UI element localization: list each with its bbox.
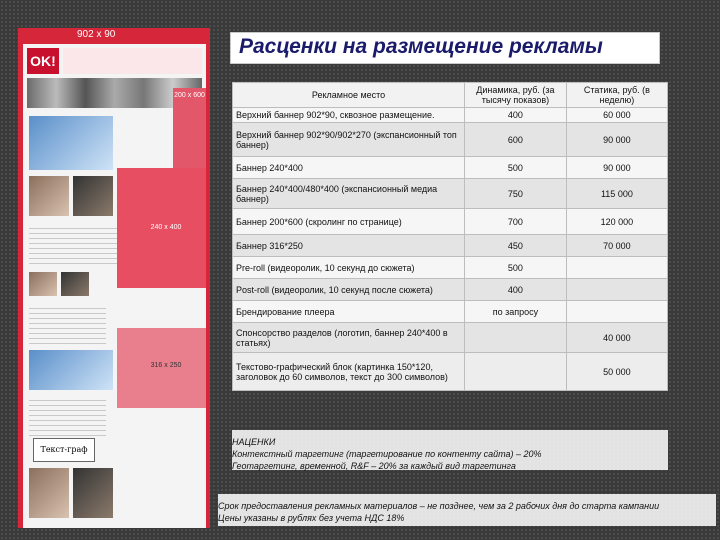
cell-place: Post-roll (видеоролик, 10 секунд после сюжета) xyxy=(233,279,465,301)
site-thumb-photo xyxy=(73,176,113,216)
ad-200-label: 200 x 600 xyxy=(174,92,205,99)
notes-line: Геотаргетинг, временной, R&F – 20% за каждый вид таргетинга xyxy=(232,461,516,471)
cell-static: 50 000 xyxy=(566,353,667,391)
site-text-lines xyxy=(29,396,106,436)
header-place: Рекламное место xyxy=(233,83,465,108)
site-feature-photo xyxy=(29,350,113,390)
site-thumb-photo xyxy=(29,176,69,216)
cell-place: Спонсорство разделов (логотип, баннер 240*400 в статьях) xyxy=(233,323,465,353)
cell-static xyxy=(566,257,667,279)
site-thumb-photo xyxy=(73,468,113,518)
site-thumb-photo xyxy=(29,272,57,296)
markup-notes xyxy=(232,436,672,472)
ad-240-label: 240 x 400 xyxy=(150,224,182,231)
cell-dynamic: 400 xyxy=(465,279,567,301)
table-row xyxy=(233,323,668,353)
cell-dynamic: 500 xyxy=(465,257,567,279)
site-thumb-photo xyxy=(61,272,89,296)
cell-static xyxy=(566,279,667,301)
cell-dynamic: 450 xyxy=(465,235,567,257)
site-top-banner xyxy=(23,28,206,44)
table-row xyxy=(233,279,668,301)
ad-316-label: 316 x 250 xyxy=(150,362,182,369)
cell-dynamic: по запросу xyxy=(465,301,567,323)
ad-slot-200x600 xyxy=(173,88,206,168)
table-row xyxy=(233,235,668,257)
table-row xyxy=(233,301,668,323)
table-row xyxy=(233,353,668,391)
header-static: Статика, руб. (в неделю) xyxy=(566,83,667,108)
table-row xyxy=(233,123,668,157)
cell-static: 40 000 xyxy=(566,323,667,353)
ad-slot-text-block: Текст-граф xyxy=(33,438,95,462)
cell-place: Баннер 240*400 xyxy=(233,157,465,179)
footer-line: Цены указаны в рублях без учета НДС 18% xyxy=(218,513,405,523)
footer-notes xyxy=(218,500,716,524)
header-dynamic: Динамика, руб. (за тысячу показов) xyxy=(465,83,567,108)
table-row xyxy=(233,257,668,279)
cell-static: 90 000 xyxy=(566,157,667,179)
cell-place: Pre-roll (видеоролик, 10 секунд до сюжета) xyxy=(233,257,465,279)
notes-heading: НАЦЕНКИ xyxy=(232,437,276,447)
cell-dynamic: 500 xyxy=(465,157,567,179)
top-banner-label: 902 x 90 xyxy=(77,29,116,40)
cell-static: 60 000 xyxy=(566,108,667,123)
cell-dynamic xyxy=(465,353,567,391)
table-header-row xyxy=(233,83,668,108)
table-row xyxy=(233,157,668,179)
footer-line: Срок предоставления рекламных материалов – не позднее, чем за 2 рабочих дня до старта кампании xyxy=(218,501,660,511)
site-text-lines xyxy=(29,304,106,344)
site-logo: OK! xyxy=(27,48,59,74)
cell-place: Баннер 240*400/480*400 (экспансионный медиа баннер) xyxy=(233,179,465,209)
cell-dynamic: 600 xyxy=(465,123,567,157)
site-thumb-photo xyxy=(29,468,69,518)
cell-static: 115 000 xyxy=(566,179,667,209)
cell-place: Текстово-графический блок (картинка 150*120, заголовок до 60 символов, текст до 300 символов) xyxy=(233,353,465,391)
table-row xyxy=(233,209,668,235)
cell-dynamic: 700 xyxy=(465,209,567,235)
cell-dynamic: 400 xyxy=(465,108,567,123)
cell-dynamic xyxy=(465,323,567,353)
cell-place: Баннер 200*600 (скролинг по странице) xyxy=(233,209,465,235)
notes-line: Контекстный таргетинг (таргетирование по контенту сайта) – 20% xyxy=(232,449,542,459)
slide-title: Расценки на размещение рекламы xyxy=(230,32,660,64)
site-nav xyxy=(63,48,202,74)
cell-dynamic: 750 xyxy=(465,179,567,209)
cell-place: Брендирование плеера xyxy=(233,301,465,323)
site-feature-photo xyxy=(29,116,113,170)
cell-static: 120 000 xyxy=(566,209,667,235)
table-row xyxy=(233,179,668,209)
cell-static xyxy=(566,301,667,323)
cell-place: Верхний баннер 902*90/902*270 (экспансионный топ баннер) xyxy=(233,123,465,157)
table-row xyxy=(233,108,668,123)
cell-static: 70 000 xyxy=(566,235,667,257)
site-preview xyxy=(18,28,210,528)
ad-slot-240x400 xyxy=(117,168,210,288)
cell-static: 90 000 xyxy=(566,123,667,157)
price-table xyxy=(232,82,668,391)
cell-place: Верхний баннер 902*90, сквозное размещение. xyxy=(233,108,465,123)
ad-slot-316x250 xyxy=(117,328,210,408)
cell-place: Баннер 316*250 xyxy=(233,235,465,257)
